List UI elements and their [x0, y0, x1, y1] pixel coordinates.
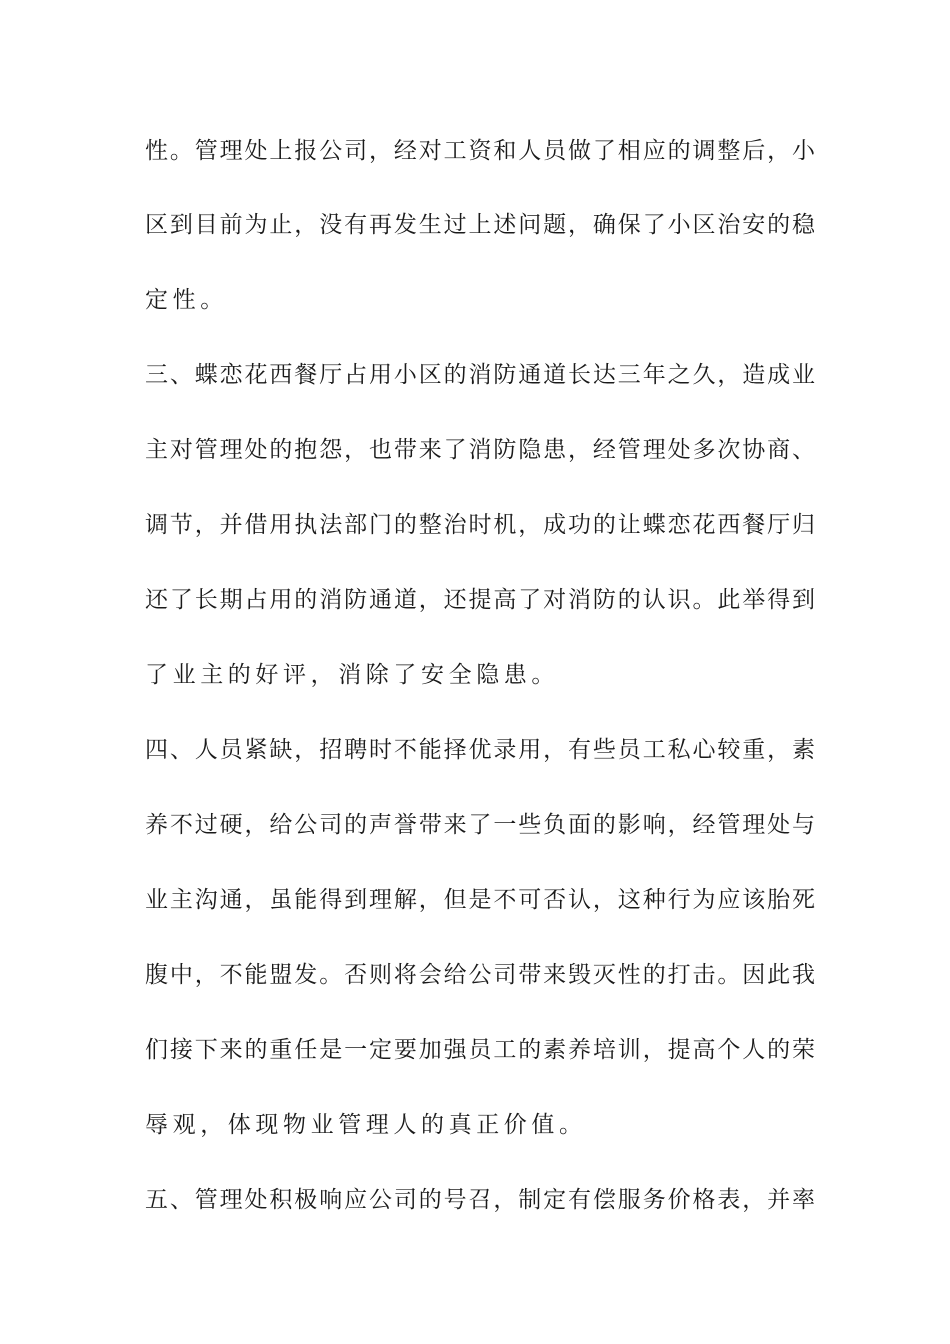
text-line: 了业主的好评，消除了安全隐患。	[145, 662, 559, 688]
text-line: 五、管理处积极响应公司的号召，制定有偿服务价格表，并率	[145, 1187, 815, 1213]
text-line: 业主沟通，虽能得到理解，但是不可否认，这种行为应该胎死	[145, 887, 815, 913]
text-line: 主对管理处的抱怨，也带来了消防隐患，经管理处多次协商、	[145, 437, 815, 463]
text-line: 腹中，不能盟发。否则将会给公司带来毁灭性的打击。因此我	[145, 962, 815, 988]
text-line: 四、人员紧缺，招聘时不能择优录用，有些员工私心较重，素	[145, 737, 815, 763]
text-line: 辱观，体现物业管理人的真正价值。	[145, 1112, 587, 1138]
text-line: 调节，并借用执法部门的整治时机，成功的让蝶恋花西餐厅归	[145, 512, 815, 538]
text-line: 性。管理处上报公司，经对工资和人员做了相应的调整后，小	[145, 138, 815, 164]
text-line: 区到目前为止，没有再发生过上述问题，确保了小区治安的稳	[145, 212, 815, 238]
text-line: 三、蝶恋花西餐厅占用小区的消防通道长达三年之久，造成业	[145, 362, 815, 388]
text-line: 养不过硬，给公司的声誉带来了一些负面的影响，经管理处与	[145, 812, 815, 838]
text-line: 们接下来的重任是一定要加强员工的素养培训，提高个人的荣	[145, 1037, 815, 1063]
text-line: 还了长期占用的消防通道，还提高了对消防的认识。此举得到	[145, 587, 815, 613]
text-line: 定性。	[145, 287, 228, 313]
